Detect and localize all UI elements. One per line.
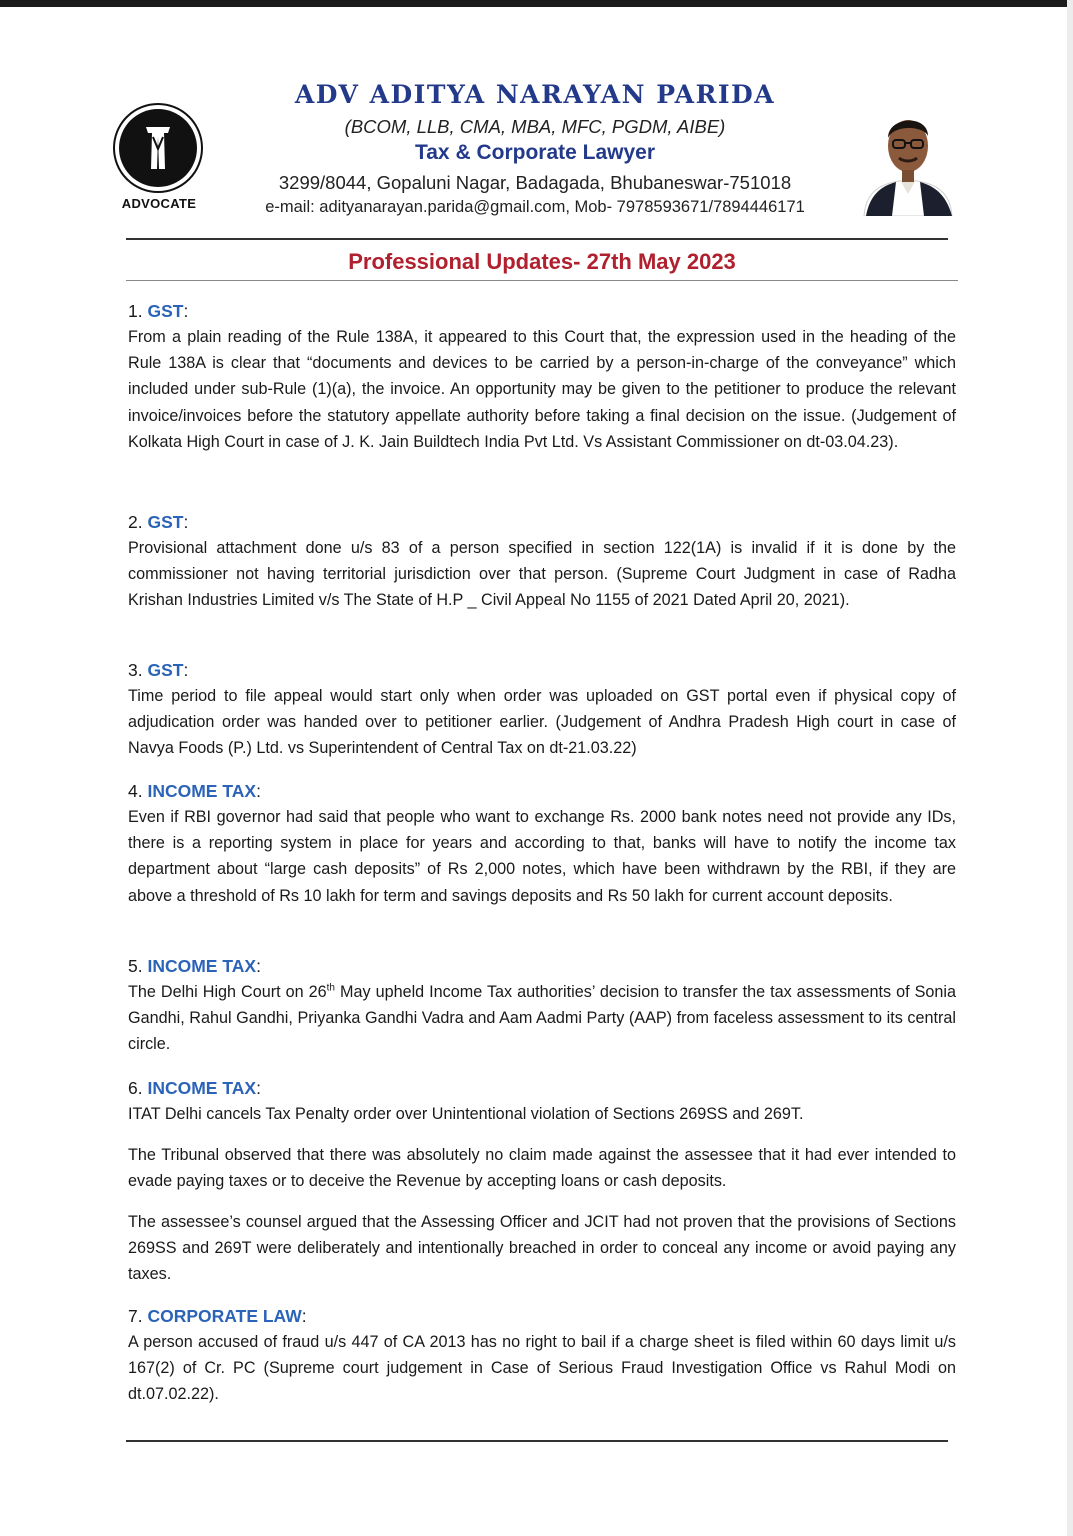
section-body: The assessee’s counsel argued that the Assessing Officer and JCIT had not proven that the provisions of Sections 269SS and 269T were deliberately and intentionally breached in order to conceal any income or avoid paying any taxes. bbox=[128, 1212, 956, 1284]
update-section-3 bbox=[128, 657, 956, 762]
section-heading: 3. GST: bbox=[128, 660, 189, 680]
update-section-1 bbox=[128, 298, 956, 455]
update-section-5 bbox=[128, 953, 956, 1058]
section-body: From a plain reading of the Rule 138A, it appeared to this Court that, the expression used in the heading of the Rule 138A is clear that “documents and devices to be carried by a person-in-charge of the conveyance” which included under sub-Rule (1)(a), the invoice. An opportunity may be given to the petitioner to produce the relevant invoice/invoices before the statutory appellate authority before taking a final decision on the issue. (Judgement of Kolkata High Court in case of J. K. Jain Buildtech India Pvt Ltd. Vs Assistant Commissioner on dt-03.04.23). bbox=[128, 328, 956, 451]
section-body: Time period to file appeal would start only when order was uploaded on GST portal even if physical copy of adjudication order was handed over to petitioner earlier. (Judgement of Andhra Pradesh High court in case of Navya Foods (P.) Ltd. vs Superintendent of Central Tax on dt-21.03.22) bbox=[128, 687, 956, 758]
advocate-logo-icon bbox=[113, 103, 203, 193]
document-title: Professional Updates- 27th May 2023 bbox=[348, 249, 736, 274]
section-heading: 6. INCOME TAX: bbox=[128, 1078, 261, 1098]
section-body: ITAT Delhi cancels Tax Penalty order over Unintentional violation of Sections 269SS and 269T. bbox=[128, 1105, 804, 1123]
section-body: The Delhi High Court on 26th May upheld Income Tax authorities’ decision to transfer the tax assessments of Sonia Gandhi, Rahul Gandhi, Priyanka Gandhi Vadra and Aam Aadmi Party (AAP) from faceless assessment to its central circle. bbox=[128, 982, 957, 1054]
section-heading: 2. GST: bbox=[128, 512, 189, 532]
update-section-7 bbox=[128, 1303, 956, 1408]
footer-divider bbox=[126, 1440, 948, 1442]
section-body: The Tribunal observed that there was absolutely no claim made against the assessee that it had ever intended to evade paying taxes or to deceive the Revenue by accepting loans or cash deposits. bbox=[128, 1145, 956, 1190]
office-address: 3299/8044, Gopaluni Nagar, Badagada, Bhubaneswar-751018 bbox=[278, 172, 792, 193]
update-section-4 bbox=[128, 778, 956, 909]
professional-role: Tax & Corporate Lawyer bbox=[414, 141, 655, 164]
section-heading: 5. INCOME TAX: bbox=[128, 956, 261, 976]
section-heading: 4. INCOME TAX: bbox=[128, 781, 261, 801]
section-heading: 7. CORPORATE LAW: bbox=[128, 1306, 307, 1326]
title-divider bbox=[126, 280, 958, 281]
update-section-6 bbox=[128, 1075, 956, 1287]
top-border bbox=[0, 0, 1073, 7]
update-section-2 bbox=[128, 509, 956, 614]
qualifications: (BCOM, LLB, CMA, MBA, MFC, PGDM, AIBE) bbox=[344, 116, 726, 137]
contact-details: e-mail: adityanarayan.parida@gmail.com, Mob- 7978593671/7894446171 bbox=[265, 198, 805, 216]
logo-caption: ADVOCATE bbox=[121, 196, 197, 211]
section-body: Even if RBI governor had said that people who want to exchange Rs. 2000 bank notes need not provide any IDs, there is a reporting system in place for years and according to that, banks will have to notify the income tax department about “large cash deposits” of Rs 2,000 notes, which have been withdrawn by the RBI, if they are above a threshold of Rs 10 lakh for term and savings deposits and Rs 50 lakh for current account deposits. bbox=[128, 808, 956, 905]
profile-photo bbox=[858, 98, 958, 216]
right-edge-shadow bbox=[1067, 0, 1073, 1536]
section-body: Provisional attachment done u/s 83 of a person specified in section 122(1A) is invalid if it is done by the commissioner not having territorial jurisdiction over that person. (Supreme Court Judgment in case of Radha Krishan Industries Limited v/s The State of H.P _ Civil Appeal No 1155 of 2021 Dated April 20, 2021). bbox=[128, 539, 956, 610]
lawyer-name: ADV ADITYA NARAYAN PARIDA bbox=[294, 80, 776, 109]
header-divider bbox=[126, 238, 948, 240]
section-heading: 1. GST: bbox=[128, 301, 189, 321]
section-body: A person accused of fraud u/s 447 of CA 2013 has no right to bail if a charge sheet is filed within 60 days limit u/s 167(2) of Cr. PC (Supreme court judgement in Case of Serious Fraud Investigation Office vs Rahul Modi on dt.07.02.22). bbox=[128, 1333, 956, 1404]
